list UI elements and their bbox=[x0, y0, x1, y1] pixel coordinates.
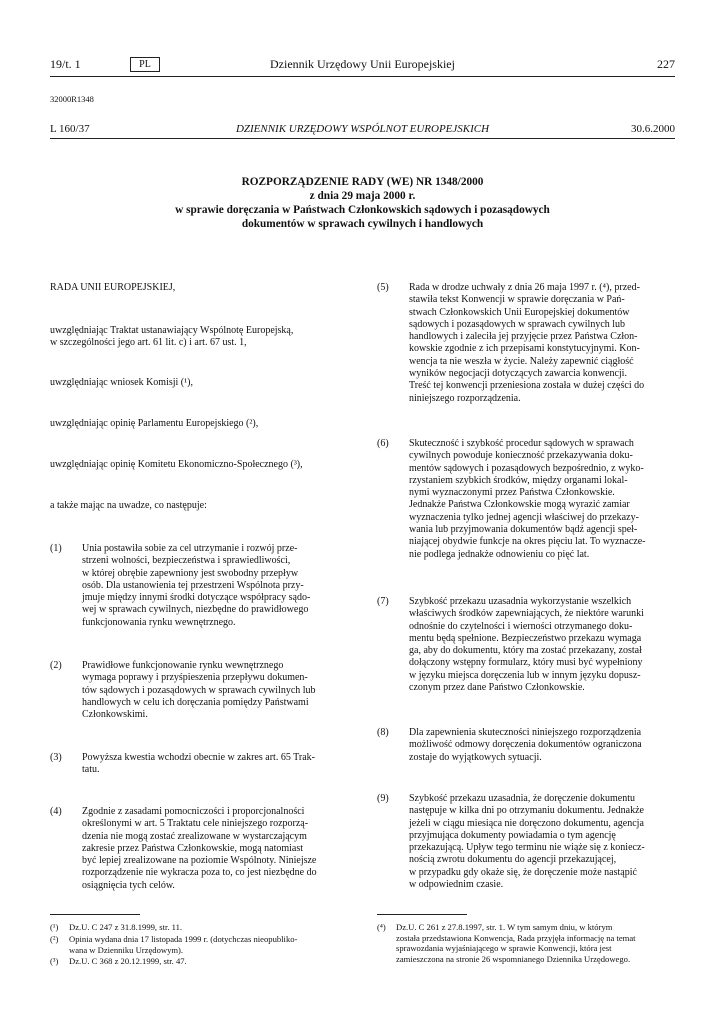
text-line: nie podlega jednakże odnowieniu co pięć lat. bbox=[409, 548, 590, 560]
oj-reference: L 160/37 bbox=[50, 123, 90, 135]
running-header bbox=[50, 57, 675, 75]
text-line: Jednakże Państwa Członkowskie mogą wyrazić zamiar bbox=[409, 499, 630, 511]
recital-number: (5) bbox=[377, 282, 389, 293]
celex-reference: 32000R1348 bbox=[50, 94, 94, 104]
text-line: jeżeli w ciągu miesiąca nie doręczono dokumentu, agencja bbox=[409, 817, 644, 829]
text-line: dzenia nie mogą zostać zrealizowane w wystarczającym bbox=[82, 830, 307, 842]
header-rule bbox=[50, 76, 675, 77]
text-line: Dz.U. C 261 z 27.8.1997, str. 1. W tym samym dniu, w którym bbox=[396, 922, 613, 932]
text-line: dołączony wstępny formularz, który musi być wypełniony bbox=[409, 657, 643, 669]
text-line: osiągnięcia tych celów. bbox=[82, 879, 175, 891]
recital-number: (6) bbox=[377, 438, 389, 449]
text-line: czonym przez dane Państwo Członkowskie. bbox=[409, 682, 585, 694]
text-line: zakresie przez Państwa Członkowskie, mogą natomiast bbox=[82, 842, 304, 854]
text-line: strzeni wolności, bezpieczeństwa i sprawiedliwości, bbox=[82, 555, 291, 567]
text-line: Zgodnie z zasadami pomocniczości i proporcjonalności bbox=[82, 806, 305, 817]
language-box: PL bbox=[130, 57, 160, 72]
text-line: w języku miejsca doręczenia lub w innym języku dopusz- bbox=[409, 669, 641, 681]
text-line: niniejszego rozporządzenia. bbox=[409, 392, 521, 404]
footnote-mark: (¹) bbox=[50, 922, 59, 932]
text-line: Dz.U. C 368 z 20.12.1999, str. 47. bbox=[69, 956, 187, 966]
text-line: w przypadku gdy okaże się, że doręczenie może nastąpić bbox=[409, 866, 637, 878]
journal-title: Dziennik Urzędowy Unii Europejskiej bbox=[270, 57, 455, 71]
recital-text bbox=[82, 660, 348, 721]
recital-number: (2) bbox=[50, 660, 62, 671]
text-line: ga, aby do dokumentu, który ma zostać przekazany, został bbox=[409, 645, 642, 657]
text-line: możliwość odmowy doręczenia dokumentów ograniczona bbox=[409, 739, 642, 751]
preamble-treaty bbox=[50, 325, 350, 350]
text-line: handlowych w celu ich doręczania pomiędzy Państwami bbox=[82, 696, 309, 708]
recital-number: (4) bbox=[50, 806, 62, 817]
footnote-rule bbox=[377, 914, 467, 915]
footnote-mark: (³) bbox=[50, 956, 59, 966]
regulation-title bbox=[50, 175, 675, 231]
text-line: cywilnych powoduje konieczność przekazywania doku- bbox=[409, 450, 633, 462]
text-line: sądowych i pozasądowych w sprawach cywilnych lub bbox=[409, 318, 626, 330]
recital-text bbox=[409, 727, 675, 764]
original-header-rule bbox=[50, 138, 675, 139]
title-line: ROZPORZĄDZENIE RADY (WE) NR 1348/2000 bbox=[241, 176, 484, 188]
text-line: określonymi w art. 5 Traktatu cele niniejszego rozporzą- bbox=[82, 818, 309, 830]
footnote-text bbox=[69, 956, 348, 967]
text-line: wana w Dzienniku Urzędowym). bbox=[69, 944, 184, 955]
text-line: Dla zapewnienia skuteczności niniejszego rozporządzenia bbox=[409, 727, 642, 738]
text-line: handlowych i zaleciła jej przyjęcie przez Państwa Człon- bbox=[409, 331, 638, 343]
text-line: uwzględniając Traktat ustanawiający Wspólnotę Europejską, bbox=[50, 325, 294, 336]
oj-date: 30.6.2000 bbox=[631, 123, 675, 135]
text-line: została przedstawiona Konwencja, Rada przyjęła informację na temat bbox=[396, 932, 636, 943]
text-line: nością zwrotu dokumentu do agencji przekazującej, bbox=[409, 854, 617, 866]
recital-text bbox=[409, 282, 675, 405]
text-line: wencja ta nie weszła w życie. Należy zapewnić ciągłość bbox=[409, 355, 634, 367]
text-line: zamieszczona na stronie 26 wspomnianego Dziennika Urzędowego. bbox=[396, 953, 631, 964]
footnote-mark: (⁴) bbox=[377, 922, 386, 932]
text-line: w szczególności jego art. 61 lit. c) i art. 67 ust. 1, bbox=[50, 337, 247, 349]
text-line: zostaje do wyjątkowych sytuacji. bbox=[409, 751, 542, 763]
text-line: rozporządzenie nie wykracza poza to, co jest niezbędne do bbox=[82, 867, 317, 879]
text-line: tatu. bbox=[82, 764, 100, 776]
preamble-commission: uwzględniając wniosek Komisji (¹), bbox=[50, 377, 193, 388]
oj-title: DZIENNIK URZĘDOWY WSPÓLNOT EUROPEJSKICH bbox=[235, 123, 490, 135]
text-line: przyjmująca dokumenty powiadamia o tym agencję bbox=[409, 829, 616, 841]
footnote-rule bbox=[50, 914, 140, 915]
text-line: rzystaniem szybkich środków, między organami lokal- bbox=[409, 474, 628, 486]
title-line: z dnia 29 maja 2000 r. bbox=[309, 190, 416, 202]
text-line: odnośnie do czytelności i wierności otrzymanego doku- bbox=[409, 620, 633, 632]
footnote-text bbox=[69, 934, 348, 955]
recital-text bbox=[409, 793, 675, 891]
text-line: wymaga poprawy i przyśpieszenia przepływu dokumen- bbox=[82, 672, 308, 684]
page-ref: 19/t. 1 bbox=[50, 57, 81, 71]
text-line: Rada w drodze uchwały z dnia 26 maja 1997 r. (⁴), przed- bbox=[409, 282, 640, 293]
preamble-council: RADA UNII EUROPEJSKIEJ, bbox=[50, 282, 176, 293]
text-line: jmuje między innymi środki dotyczące współpracy sądo- bbox=[82, 592, 311, 604]
text-line: stwach Członkowskich Unii Europejskiej dokumentów bbox=[409, 306, 630, 318]
preamble-whereas: a także mając na uwadze, co następuje: bbox=[50, 500, 207, 511]
recital-number: (3) bbox=[50, 752, 62, 763]
text-line: przekazującą. Upływ tego terminu nie wiąże się z koniecz- bbox=[409, 842, 645, 854]
preamble-esc: uwzględniając opinię Komitetu Ekonomiczno-Społecznego (³), bbox=[50, 459, 303, 470]
recital-text bbox=[82, 752, 348, 777]
text-line: wyników negocjacji dotyczących zawarcia konwencji. bbox=[409, 368, 627, 380]
text-line: właściwych środków zapewniających, że niektóre warunki bbox=[409, 608, 644, 620]
footnote-text bbox=[396, 922, 675, 964]
footnote-text bbox=[69, 922, 348, 933]
text-line: Skuteczność i szybkość procedur sądowych w sprawach bbox=[409, 438, 634, 449]
text-line: w której obrębie zapewniony jest swobodny przepływ bbox=[82, 567, 299, 579]
text-line: Członkowskimi. bbox=[82, 709, 148, 721]
text-line: wania lub przyjmowania dokumentów bądź agencji speł- bbox=[409, 524, 638, 536]
recital-number: (8) bbox=[377, 727, 389, 738]
text-line: kowskie zgodnie z ich przepisami konstytucyjnymi. Kon- bbox=[409, 343, 640, 355]
recital-text bbox=[82, 806, 348, 892]
text-line: w odpowiednim czasie. bbox=[409, 879, 504, 891]
recital-text bbox=[409, 596, 675, 694]
text-line: niającej obydwie funkcje na okres pięciu lat. To wyznacze- bbox=[409, 536, 646, 548]
text-line: Unia postawiła sobie za cel utrzymanie i rozwój prze- bbox=[82, 543, 298, 554]
text-line: stawiła tekst Konwencji w sprawie doręczania w Pań- bbox=[409, 294, 625, 306]
text-line: sprawozdania wyjaśniającego w sprawie Konwencji, która jest bbox=[396, 943, 612, 953]
text-line: wyznaczenia tylko jednej agencji właściwej do przekazy- bbox=[409, 511, 639, 523]
title-line: dokumentów w sprawach cywilnych i handlowych bbox=[241, 218, 484, 230]
text-line: tów sądowych i pozasądowych w sprawach cywilnych lub bbox=[82, 684, 316, 696]
text-line: nymi wyznaczonymi przez Państwa Członkowskie. bbox=[409, 487, 615, 499]
original-journal-header bbox=[50, 123, 675, 139]
title-line: w sprawie doręczania w Państwach Członkowskich sądowych i pozasądowych bbox=[175, 204, 550, 216]
preamble-parliament: uwzględniając opinię Parlamentu Europejskiego (²), bbox=[50, 418, 259, 429]
text-line: Opinia wydana dnia 17 listopada 1999 r. (dotychczas nieopubliko- bbox=[69, 934, 298, 944]
recital-number: (7) bbox=[377, 596, 389, 607]
text-line: wej w sprawach cywilnych, niezbędne do prawidłowego bbox=[82, 604, 309, 616]
recital-text bbox=[82, 543, 348, 629]
recital-number: (1) bbox=[50, 543, 62, 554]
recital-text bbox=[409, 438, 675, 561]
text-line: funkcjonowania rynku wewnętrznego. bbox=[82, 616, 236, 628]
text-line: osób. Dla ustanowienia tej przestrzeni Wspólnota przy- bbox=[82, 579, 304, 591]
text-line: Prawidłowe funkcjonowanie rynku wewnętrznego bbox=[82, 660, 284, 671]
text-line: Dz.U. C 247 z 31.8.1999, str. 11. bbox=[69, 922, 183, 932]
recital-number: (9) bbox=[377, 793, 389, 804]
text-line: Treść tej konwencji przeniesiona została w dużej części do bbox=[409, 380, 645, 392]
footnote-mark: (²) bbox=[50, 934, 59, 944]
text-line: być lepiej zrealizowane na poziomie Wspólnoty. Niniejsze bbox=[82, 855, 317, 867]
page-number: 227 bbox=[657, 57, 675, 71]
text-line: mentu będą spełnione. Bezpieczeństwo przekazu wymaga bbox=[409, 632, 642, 644]
text-line: Szybkość przekazu uzasadnia, że doręczenie dokumentu bbox=[409, 793, 636, 804]
text-line: Szybkość przekazu uzasadnia wykorzystanie wszelkich bbox=[409, 596, 632, 607]
text-line: Powyższa kwestia wchodzi obecnie w zakres art. 65 Trak- bbox=[82, 752, 315, 763]
text-line: następuje w kilka dni po otrzymaniu dokumentu. Jednakże bbox=[409, 805, 644, 817]
text-line: mentów sądowych i pozasądowych bezpośrednio, z wyko- bbox=[409, 462, 644, 474]
